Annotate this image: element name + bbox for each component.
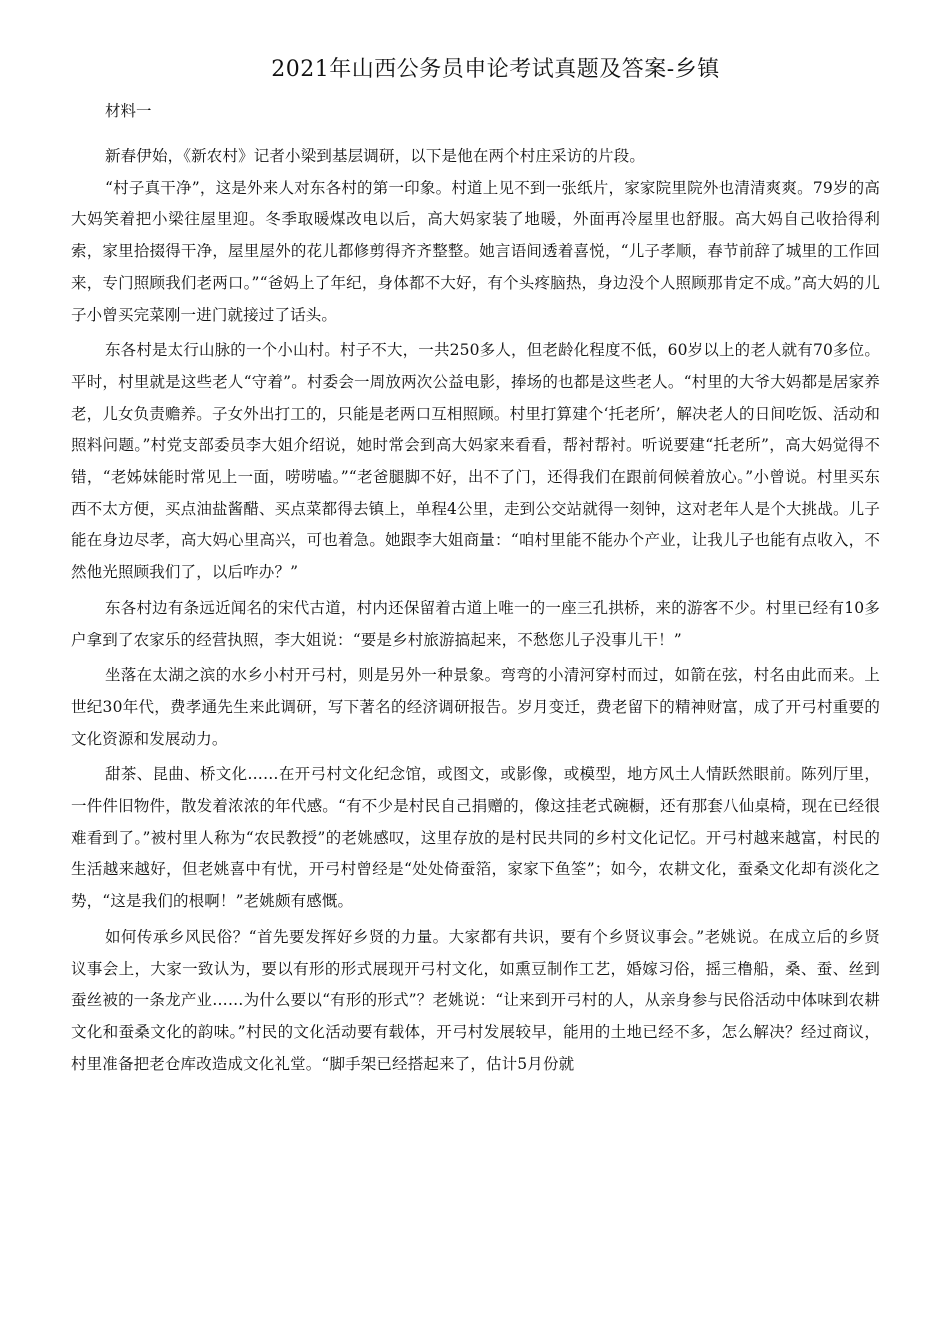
document-title: 2021年山西公务员申论考试真题及答案-乡镇 — [271, 57, 720, 82]
paragraph-intro: 新春伊始，《新农村》记者小梁到基层调研，以下是他在两个村庄采访的片段。 — [105, 147, 646, 165]
paragraph-dongge-clean: “村子真干净”，这是外来人对东各村的第一印象。村道上见不到一张纸片，家家院里院外也清清爽爽。79岁的高大妈笑着把小梁往屋里迎。冬季取暖煤改电以后，高大妈家装了地暖，外面再冷屋里也舒服。高大妈自己收拾得利索，家里拾掇得干净，屋里屋外的花儿都修剪得齐齐整整。她言语间透着喜悦，“儿子孝顺，春节前辞了城里的工作回来，专门照顾我们老两口。”“爸妈上了年纪，身体都不大好，有个头疼脑热，身边没个人照顾那肯定不成。”高大妈的儿子小曾买完菜刚一进门就接过了话头。 — [71, 178, 880, 324]
paragraph-kaigong-museum: 甜茶、昆曲、桥文化……在开弓村文化纪念馆，或图文，或影像，或模型，地方风土人情跃然眼前。陈列厅里，一件件旧物件，散发着浓浓的年代感。“有不少是村民自己捐赠的，像这挂老式碗橱，还有那套八仙桌椅，现在已经很难看到了。”被村里人称为“农民教授”的老姚感叹，这里存放的是村民共同的乡村文化记忆。开弓村越来越富，村民的生活越来越好，但老姚喜中有忧，开弓村曾经是“处处倚蚕箔，家家下鱼筌”；如今，农耕文化，蚕桑文化却有淡化之势，“这是我们的根啊！”老姚颇有感慨。 — [71, 765, 880, 911]
paragraph-dongge-tourism: 东各村边有条远近闻名的宋代古道，村内还保留着古道上唯一的一座三孔拱桥，来的游客不少。村里已经有10多户拿到了农家乐的经营执照，李大姐说：“要是乡村旅游搞起来，不愁您儿子没事儿干！” — [71, 598, 880, 649]
paragraph-kaigong-intro: 坐落在太湖之滨的水乡小村开弓村，则是另外一种景象。弯弯的小清河穿村而过，如箭在弦，村名由此而来。上世纪30年代，费孝通先生来此调研，写下著名的经济调研报告。岁月变迁，费老留下的精神财富，成了开弓村重要的文化资源和发展动力。 — [71, 666, 880, 748]
section-label: 材料一 — [105, 102, 152, 120]
paragraph-kaigong-heritage: 如何传承乡风民俗？“首先要发挥好乡贤的力量。大家都有共识，要有个乡贤议事会。”老姚说。在成立后的乡贤议事会上，大家一致认为，要以有形的形式展现开弓村文化，如熏豆制作工艺，婚嫁习俗，摇三橹船，桑、蚕、丝到蚕丝被的一条龙产业……为什么要以“有形的形式”？老姚说：“让来到开弓村的人，从亲身参与民俗活动中体味到农耕文化和蚕桑文化的韵味。”村民的文化活动要有载体，开弓村发展较早，能用的土地已经不多，怎么解决？经过商议，村里准备把老仓库改造成文化礼堂。“脚手架已经搭起来了，估计5月份就 — [71, 927, 880, 1073]
paragraph-dongge-aging: 东各村是太行山脉的一个小山村。村子不大，一共250多人，但老龄化程度不低，60岁以上的老人就有70多位。平时，村里就是这些老人“守着”。村委会一周放两次公益电影，捧场的也都是这些老人。“村里的大爷大妈都是居家养老，儿女负责赡养。子女外出打工的，只能是老两口互相照顾。村里打算建个‘托老所’，解决老人的日间吃饭、活动和照料问题。”村党支部委员李大姐介绍说，她时常会到高大妈家来看看，帮衬帮衬。听说要建“托老所”，高大妈觉得不错，“老姊妹能时常见上一面，唠唠嗑。”“老爸腿脚不好，出不了门，还得我们在跟前伺候着放心。”小曾说。村里买东西不太方便，买点油盐酱醋、买点菜都得去镇上，单程4公里，走到公交站就得一刻钟，这对老年人是个大挑战。儿子能在身边尽孝，高大妈心里高兴，可也着急。她跟李大姐商量：“咱村里能不能办个产业，让我儿子也能有点收入，不然他光照顾我们了，以后咋办？” — [71, 341, 880, 582]
